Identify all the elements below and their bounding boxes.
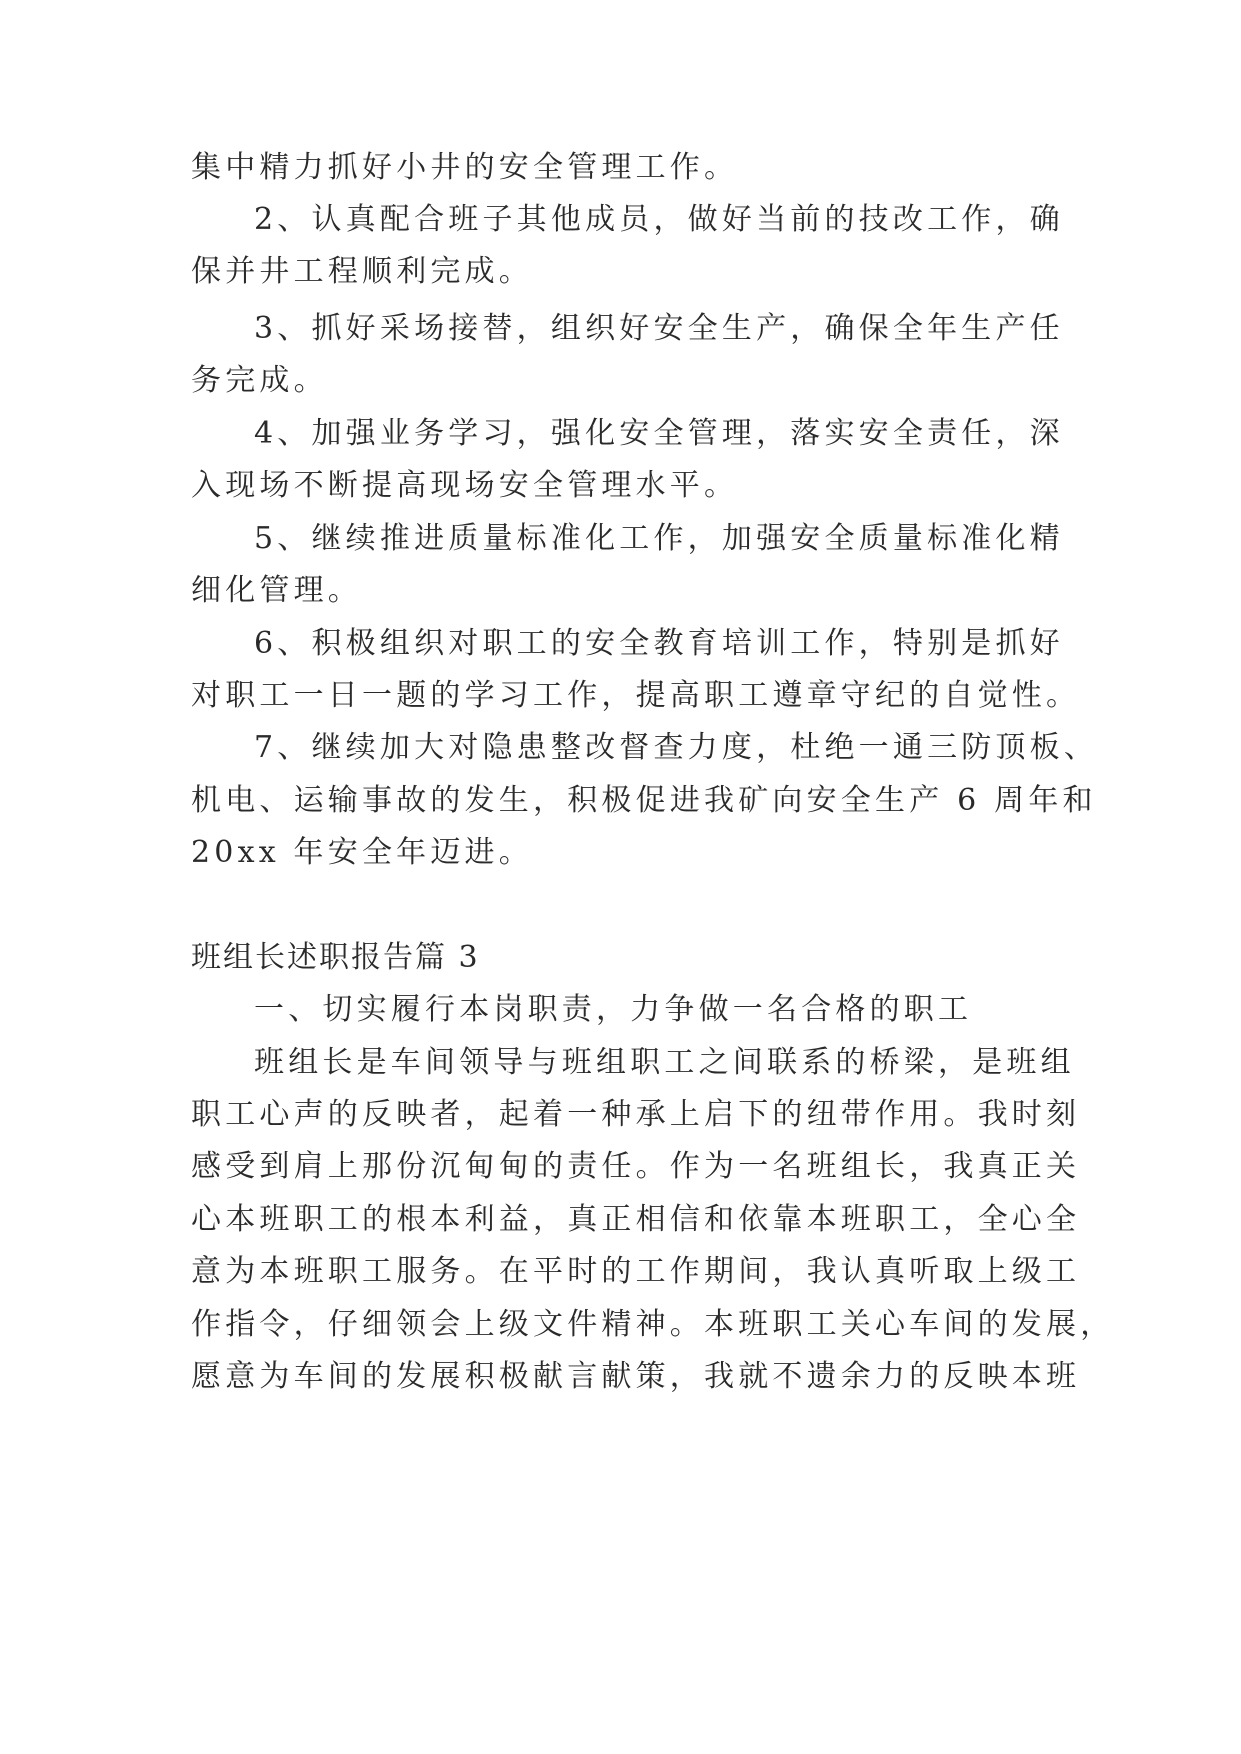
list-item-5: 5、继续推进质量标准化工作，加强安全质量标准化精 bbox=[254, 521, 1064, 556]
paragraph-line: 对职工一日一题的学习工作，提高职工遵章守纪的自觉性。 bbox=[191, 678, 1081, 713]
paragraph-line: 集中精力抓好小井的安全管理工作。 bbox=[191, 150, 739, 185]
paragraph-line: 班组长是车间领导与班组职工之间联系的桥梁，是班组 bbox=[254, 1045, 1075, 1080]
paragraph-line: 愿意为车间的发展积极献言献策，我就不遗余力的反映本班 bbox=[191, 1359, 1081, 1394]
paragraph-line: 职工心声的反映者，起着一种承上启下的纽带作用。我时刻 bbox=[191, 1097, 1081, 1132]
paragraph-line: 心本班职工的根本利益，真正相信和依靠本班职工，全心全 bbox=[191, 1202, 1081, 1237]
list-item-7: 7、继续加大对隐患整改督查力度，杜绝一通三防顶板、 bbox=[254, 730, 1099, 765]
paragraph-line: 作指令，仔细领会上级文件精神。本班职工关心车间的发展， bbox=[191, 1307, 1115, 1342]
list-item-6: 6、积极组织对职工的安全教育培训工作，特别是抓好 bbox=[254, 626, 1064, 661]
list-item-3: 3、抓好采场接替，组织好安全生产，确保全年生产任 bbox=[254, 311, 1064, 346]
paragraph-line: 感受到肩上那份沉甸甸的责任。作为一名班组长，我真正关 bbox=[191, 1149, 1081, 1184]
paragraph-line: 入现场不断提高现场安全管理水平。 bbox=[191, 468, 739, 503]
paragraph-line: 20xx 年安全年迈进。 bbox=[191, 835, 533, 870]
paragraph-line: 务完成。 bbox=[191, 363, 328, 398]
section-title: 班组长述职报告篇 3 bbox=[191, 940, 480, 975]
list-item-4: 4、加强业务学习，强化安全管理，落实安全责任，深 bbox=[254, 416, 1064, 451]
paragraph-line: 意为本班职工服务。在平时的工作期间，我认真听取上级工 bbox=[191, 1254, 1081, 1289]
paragraph-line: 机电、运输事故的发生，积极促进我矿向安全生产 6 周年和 bbox=[191, 783, 1097, 818]
paragraph-line: 细化管理。 bbox=[191, 573, 362, 608]
list-item-2: 2、认真配合班子其他成员，做好当前的技改工作，确 bbox=[254, 202, 1064, 237]
paragraph-line: 保并井工程顺利完成。 bbox=[191, 254, 533, 289]
section-subheading: 一、切实履行本岗职责，力争做一名合格的职工 bbox=[254, 992, 973, 1027]
